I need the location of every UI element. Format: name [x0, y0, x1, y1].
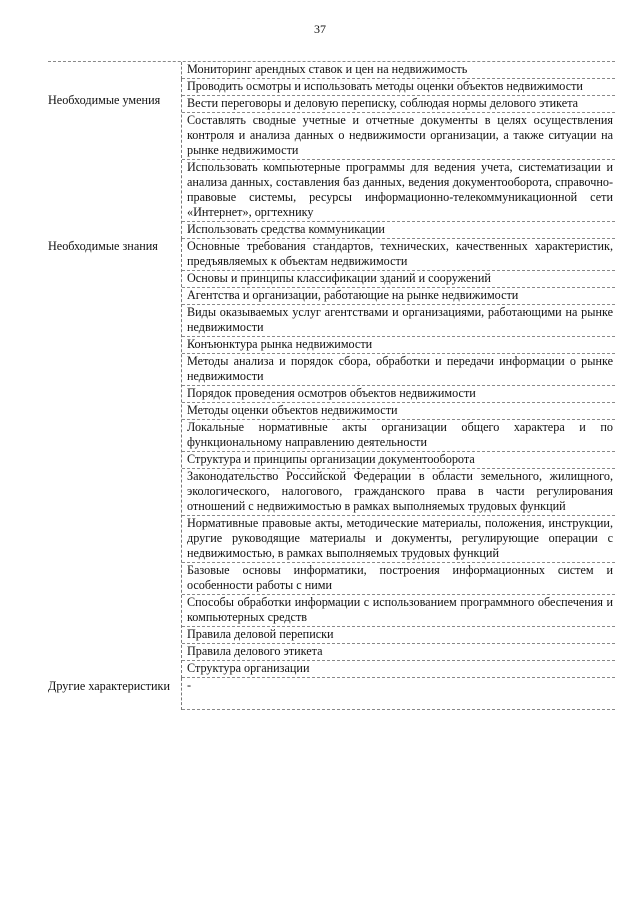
section-label: Другие характеристики — [48, 678, 182, 710]
list-item: Структура и принципы организации документооборота — [182, 452, 615, 469]
section-items — [182, 62, 616, 79]
list-item: Вести переговоры и деловую переписку, соблюдая нормы делового этикета — [182, 96, 615, 113]
section-row — [48, 62, 615, 79]
list-item: Агентства и организации, работающие на рынке недвижимости — [182, 288, 615, 305]
list-item: Правила делового этикета — [182, 644, 615, 661]
list-item: Виды оказываемых услуг агентствами и организациями, работающими на рынке недвижимости — [182, 305, 615, 337]
section-items — [182, 79, 616, 239]
list-item: - — [182, 678, 615, 710]
section-label: Необходимые умения — [48, 79, 182, 239]
list-item: Структура организации — [182, 661, 615, 678]
list-item: Базовые основы информатики, построения информационных систем и особенности работы с ними — [182, 563, 615, 595]
list-item: Конъюнктура рынка недвижимости — [182, 337, 615, 354]
section-items — [182, 239, 616, 678]
section-label — [48, 62, 182, 79]
page-number: 37 — [314, 22, 326, 36]
section-row — [48, 79, 615, 239]
section-row — [48, 678, 615, 710]
list-item: Использовать компьютерные программы для ведения учета, систематизации и анализа данных, составления баз данных, ведения документооборота, справочно-правовые системы, ресурсы информационно-телекоммуникационной сети «Интернет», оргтехнику — [182, 160, 615, 222]
list-item: Нормативные правовые акты, методические материалы, положения, инструкции, другие руководящие материалы и документы, регулирующие операции с недвижимостью, в рамках выполняемых трудовых функций — [182, 516, 615, 563]
list-item: Методы анализа и порядок сбора, обработки и передачи информации о рынке недвижимости — [182, 354, 615, 386]
list-item: Проводить осмотры и использовать методы оценки объектов недвижимости — [182, 79, 615, 96]
list-item: Составлять сводные учетные и отчетные документы в целях осуществления контроля и анализа данных о недвижимости организации, а также ситуации на рынке недвижимости — [182, 113, 615, 160]
list-item: Основные требования стандартов, технических, качественных характеристик, предъявляемых к объектам недвижимости — [182, 239, 615, 271]
list-item: Локальные нормативные акты организации общего характера и по функциональному направлению деятельности — [182, 420, 615, 452]
list-item: Использовать средства коммуникации — [182, 222, 615, 239]
list-item: Правила деловой переписки — [182, 627, 615, 644]
section-row — [48, 239, 615, 678]
list-item: Методы оценки объектов недвижимости — [182, 403, 615, 420]
list-item: Мониторинг арендных ставок и цен на недвижимость — [182, 62, 615, 79]
section-items — [182, 678, 616, 710]
list-item: Способы обработки информации с использованием программного обеспечения и компьютерных средств — [182, 595, 615, 627]
list-item: Законодательство Российской Федерации в области земельного, жилищного, экологического, налогового, гражданского права в части регулирования отношений с недвижимостью в рамках выполняемых трудовых функций — [182, 469, 615, 516]
requirements-table — [48, 62, 615, 710]
list-item: Порядок проведения осмотров объектов недвижимости — [182, 386, 615, 403]
section-label: Необходимые знания — [48, 239, 182, 678]
list-item: Основы и принципы классификации зданий и сооружений — [182, 271, 615, 288]
